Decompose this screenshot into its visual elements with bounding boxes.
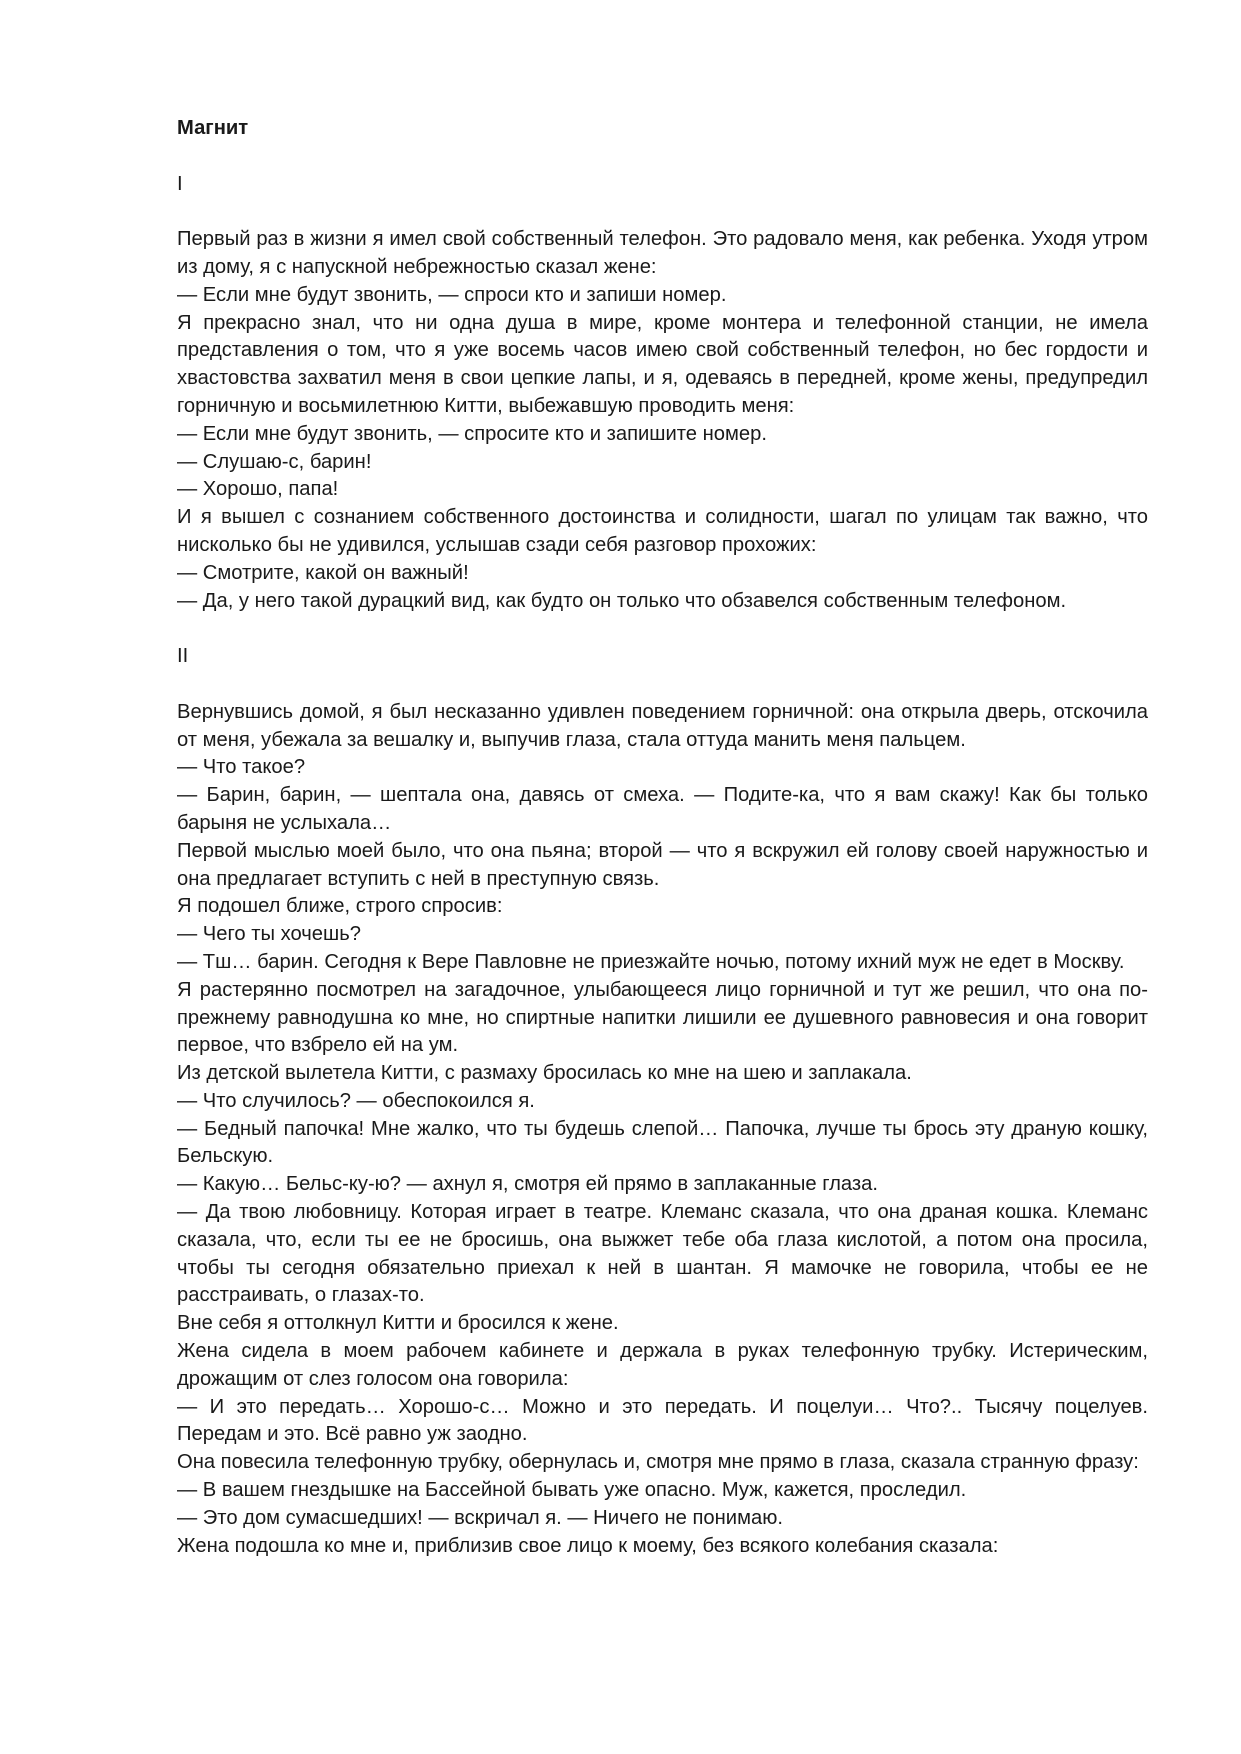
paragraph: — Что случилось? — обеспокоился я. <box>177 1089 535 1112</box>
paragraph: — Если мне будут звонить, — спроси кто и запиши номер. <box>177 283 727 306</box>
paragraph: Жена подошла ко мне и, приблизив свое лицо к моему, без всякого колебания сказала: <box>177 1534 999 1557</box>
section-heading-2: II <box>177 645 189 668</box>
paragraph: — Что такое? <box>177 756 306 779</box>
paragraph: Я прекрасно знал, что ни одна душа в мире, кроме монтера и телефонной станции, не имела представления о том, что я уже восемь часов имею свой собственный телефон, но бес гордости и хвастовства захватил меня в свои цепкие лапы, и я, одеваясь в передней, кроме жены, предупредил горничную и восьмилетнюю Китти, выбежавшую проводить меня: <box>177 311 1148 417</box>
paragraph: — Какую… Бельс-ку-ю? — ахнул я, смотря ей прямо в заплаканные глаза. <box>177 1173 879 1196</box>
paragraph: — Если мне будут звонить, — спросите кто и запишите номер. <box>177 422 767 445</box>
paragraph: — Бедный папочка! Мне жалко, что ты будешь слепой… Папочка, лучше ты брось эту драную кошку, Бельскую. <box>177 1117 1148 1168</box>
spacer <box>177 198 1148 226</box>
spacer <box>177 143 1148 171</box>
paragraph: — Барин, барин, — шептала она, давясь от смеха. — Подите-ка, что я вам скажу! Как бы только барыня не услыхала… <box>177 784 1148 834</box>
spacer <box>177 671 1148 699</box>
paragraph: — Да твою любовницу. Которая играет в театре. Клеманс сказала, что она драная кошка. Клеманс сказала, что, если ты ее не бросишь, она выжжет тебе оба глаза кислотой, а потом она просила, чтобы ты сегодня обязательно приехал к ней в шантан. Я мамочке не говорила, чтобы ее не расстраивать, о глазах-то. <box>177 1201 1148 1307</box>
paragraph: Вернувшись домой, я был несказанно удивлен поведением горничной: она открыла дверь, отскочила от меня, убежала за вешалку и, выпучив глаза, стала оттуда манить меня пальцем. <box>177 700 1148 751</box>
paragraph: — Да, у него такой дурацкий вид, как будто он только что обзавелся собственным телефоном. <box>177 589 1067 612</box>
paragraph: — Хорошо, папа! <box>177 478 339 501</box>
paragraph: — В вашем гнездышке на Бассейной бывать уже опасно. Муж, кажется, проследил. <box>177 1479 967 1502</box>
paragraph: Я растерянно посмотрел на загадочное, улыбающееся лицо горничной и тут же решил, что она по-прежнему равнодушна ко мне, но спиртные напитки лишили ее душевного равновесия и она говорит первое, что взбрело ей на ум. <box>177 978 1148 1057</box>
paragraph: — И это передать… Хорошо-с… Можно и это передать. И поцелуи… Что?.. Тысячу поцелуев. Передам и это. Всё равно уж заодно. <box>177 1395 1148 1446</box>
paragraph: — Чего ты хочешь? <box>177 923 361 946</box>
paragraph: — Слушаю-с, барин! <box>177 450 372 473</box>
paragraph: — Это дом сумасшедших! — вскричал я. — Ничего не понимаю. <box>177 1506 783 1529</box>
paragraph: — Тш… барин. Сегодня к Вере Павловне не приезжайте ночью, потому ихний муж не едет в Москву. <box>177 950 1125 973</box>
paragraph: Жена сидела в моем рабочем кабинете и держала в руках телефонную трубку. Истерическим, дрожащим от слез голосом она говорила: <box>177 1340 1148 1390</box>
paragraph: Первой мыслью моей было, что она пьяна; второй — что я вскружил ей голову своей наружностью и она предлагает вступить с ней в преступную связь. <box>177 839 1148 890</box>
paragraph: И я вышел с сознанием собственного достоинства и солидности, шагал по улицам так важно, что нисколько бы не удивился, услышав сзади себя разговор прохожих: <box>177 506 1148 556</box>
paragraph: Она повесила телефонную трубку, обернулась и, смотря мне прямо в глаза, сказала странную фразу: <box>177 1451 1139 1474</box>
spacer <box>177 615 1148 643</box>
paragraph: — Смотрите, какой он важный! <box>177 561 469 584</box>
section-heading-1: I <box>177 172 183 195</box>
paragraph: Вне себя я оттолкнул Китти и бросился к жене. <box>177 1312 619 1335</box>
document-page <box>177 115 1148 1560</box>
paragraph: Первый раз в жизни я имел свой собственный телефон. Это радовало меня, как ребенка. Уходя утром из дому, я с напускной небрежностью сказал жене: <box>177 228 1148 278</box>
paragraph: Из детской вылетела Китти, с размаху бросилась ко мне на шею и заплакала. <box>177 1062 912 1085</box>
paragraph: Я подошел ближе, строго спросив: <box>177 895 503 918</box>
document-title: Магнит <box>177 117 249 139</box>
